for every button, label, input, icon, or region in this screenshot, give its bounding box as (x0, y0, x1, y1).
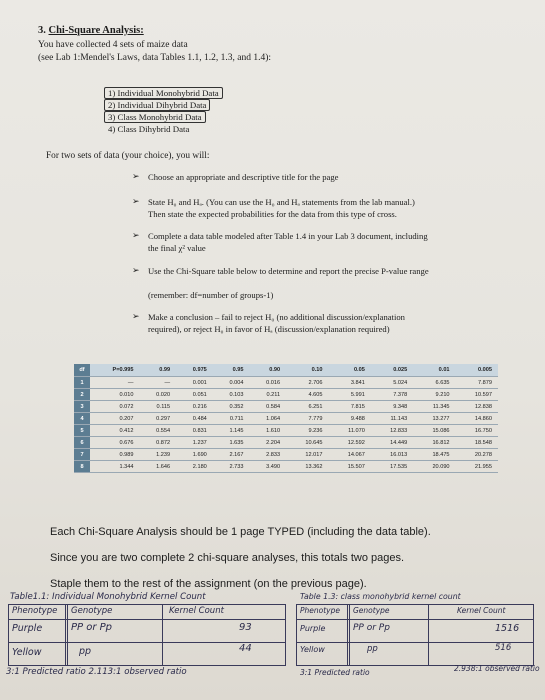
handwritten-right-table (296, 604, 534, 666)
right-yellow-count: 516 (495, 643, 512, 653)
table-cell: 14.067 (328, 449, 370, 461)
table-cell: 7.779 (286, 413, 328, 425)
table-cell: 0.072 (90, 401, 139, 413)
arrow-bullet-icon: ➢ (132, 171, 140, 181)
table-cell: 0.484 (176, 413, 213, 425)
table-cell: 0.975 (176, 364, 213, 377)
bullet-3-line-1: Complete a data table modeled after Table 1.4 in your Lab 3 document, including (148, 231, 428, 241)
table-cell: 0.676 (90, 437, 139, 449)
table-cell: 0.297 (139, 413, 176, 425)
table-cell: 16.750 (456, 425, 498, 437)
table-cell: 1.145 (213, 425, 250, 437)
handwritten-left-table (8, 604, 286, 666)
table-cell: 0.207 (90, 413, 139, 425)
table-cell: 15.086 (413, 425, 455, 437)
right-purple-count: 1516 (495, 623, 520, 634)
table-cell: 0.025 (371, 364, 413, 377)
left-purple-genotype: PP or Pp (71, 622, 113, 633)
table-header-row (74, 364, 498, 377)
df-cell: 1 (74, 377, 90, 389)
right-purple-genotype: PP or Pp (353, 623, 390, 633)
table-cell: 11.070 (328, 425, 370, 437)
table-row (74, 389, 498, 401)
table-cell: — (90, 377, 139, 389)
table-cell: 9.210 (413, 389, 455, 401)
chi-square-table (74, 364, 498, 473)
table-row (74, 461, 498, 473)
bullet-6-line-1: Make a conclusion – fail to reject H₀ (no additional discussion/explanation (148, 312, 405, 322)
table-row (74, 401, 498, 413)
option-2 (104, 100, 210, 110)
table-cell: 0.103 (213, 389, 250, 401)
bullet-4: Use the Chi-Square table below to determine and report the precise P-value range (148, 266, 429, 276)
df-cell: 5 (74, 425, 90, 437)
handwritten-right-observed: 2.938:1 observed ratio (454, 664, 540, 673)
left-purple-count: 93 (239, 622, 252, 633)
table-cell: 5.024 (371, 377, 413, 389)
left-purple-phenotype: Purple (12, 623, 43, 634)
table-cell: 0.016 (249, 377, 286, 389)
bullet-5: (remember: df=number of groups-1) (148, 290, 274, 300)
table-cell: 10.597 (456, 389, 498, 401)
bullet-2-line-1: State H₀ and Hₐ. (You can use the H₀ and Hₐ statements from the lab manual.) (148, 197, 415, 207)
table-cell: 0.010 (90, 389, 139, 401)
table-cell: 0.872 (139, 437, 176, 449)
right-header-genotype: Genotype (353, 606, 390, 615)
table-cell: 0.99 (139, 364, 176, 377)
bullet-1: Choose an appropriate and descriptive title for the page (148, 172, 339, 182)
table-cell: 0.554 (139, 425, 176, 437)
table-cell: 0.352 (213, 401, 250, 413)
table-cell: 1.690 (176, 449, 213, 461)
table-cell: 14.449 (371, 437, 413, 449)
df-cell: 2 (74, 389, 90, 401)
table-cell: 0.216 (176, 401, 213, 413)
table-cell: 9.236 (286, 425, 328, 437)
table-cell: 11.143 (371, 413, 413, 425)
table-cell: 0.831 (176, 425, 213, 437)
table-cell: 9.348 (371, 401, 413, 413)
arrow-bullet-icon: ➢ (132, 265, 140, 275)
table-cell: 13.277 (413, 413, 455, 425)
table-cell: 0.004 (213, 377, 250, 389)
table-row (74, 377, 498, 389)
table-cell: 6.251 (286, 401, 328, 413)
table-cell: 3.841 (328, 377, 370, 389)
table-cell: 0.90 (249, 364, 286, 377)
bullet-2-line-2: Then state the expected probabilities for the data from this type of cross. (148, 209, 397, 219)
handwritten-right-title: Table 1.3: class monohybrid kernel count (300, 592, 461, 601)
option-label: 4) Class Dihybrid Data (108, 124, 190, 134)
table-cell: 20.090 (413, 461, 455, 473)
arrow-bullet-icon: ➢ (132, 230, 140, 240)
option-label: 3) Class Monohybrid Data (104, 111, 206, 123)
table-cell: 14.860 (456, 413, 498, 425)
table-cell: 0.412 (90, 425, 139, 437)
table-cell: 2.833 (249, 449, 286, 461)
table-cell: 2.180 (176, 461, 213, 473)
table-row (74, 425, 498, 437)
table-cell: 17.535 (371, 461, 413, 473)
left-yellow-count: 44 (239, 643, 252, 654)
section-heading (38, 25, 144, 36)
df-cell: 8 (74, 461, 90, 473)
section-number: 3. (38, 25, 46, 36)
for-two-line: For two sets of data (your choice), you will: (46, 151, 210, 161)
df-cell: 7 (74, 449, 90, 461)
option-1 (104, 88, 223, 98)
table-cell: 0.020 (139, 389, 176, 401)
left-yellow-genotype: pp (79, 646, 92, 657)
table-cell: 7.879 (456, 377, 498, 389)
table-cell: 0.711 (213, 413, 250, 425)
table-cell: 18.548 (456, 437, 498, 449)
option-3 (104, 112, 206, 122)
bullet-6-line-2: required), or reject H₀ in favor of Hₐ (discussion/explanation required) (148, 324, 390, 334)
arrow-bullet-icon: ➢ (132, 311, 140, 321)
table-cell: 12.017 (286, 449, 328, 461)
instruction-paragraph-3: Staple them to the rest of the assignment (on the previous page). (50, 578, 367, 590)
df-cell: 6 (74, 437, 90, 449)
table-cell: 1.646 (139, 461, 176, 473)
option-label: 2) Individual Dihybrid Data (104, 99, 210, 111)
table-cell: 2.204 (249, 437, 286, 449)
table-cell: 16.013 (371, 449, 413, 461)
left-header-phenotype: Phenotype (12, 606, 58, 616)
table-cell: 0.005 (456, 364, 498, 377)
table-cell: 13.362 (286, 461, 328, 473)
instruction-paragraph-1: Each Chi-Square Analysis should be 1 page TYPED (including the data table). (50, 526, 431, 538)
left-header-genotype: Genotype (71, 606, 113, 616)
table-cell: 12.592 (328, 437, 370, 449)
table-cell: 0.10 (286, 364, 328, 377)
right-header-kernel-count: Kernel Count (457, 606, 506, 615)
df-cell: 3 (74, 401, 90, 413)
table-row (74, 449, 498, 461)
table-cell: 0.211 (249, 389, 286, 401)
right-yellow-genotype: pp (367, 644, 378, 654)
table-cell: 5.991 (328, 389, 370, 401)
table-row (74, 437, 498, 449)
table-cell: 2.733 (213, 461, 250, 473)
right-header-phenotype: Phenotype (300, 606, 340, 615)
table-cell: 0.989 (90, 449, 139, 461)
table-cell: 1.239 (139, 449, 176, 461)
table-cell: 1.635 (213, 437, 250, 449)
table-cell: 21.955 (456, 461, 498, 473)
df-cell: 4 (74, 413, 90, 425)
arrow-bullet-icon: ➢ (132, 196, 140, 206)
left-header-kernel-count: Kernel Count (169, 606, 224, 616)
table-cell: 1.237 (176, 437, 213, 449)
table-cell: 12.838 (456, 401, 498, 413)
table-cell: 16.812 (413, 437, 455, 449)
table-cell: 2.706 (286, 377, 328, 389)
option-4 (108, 124, 189, 134)
table-cell: 12.833 (371, 425, 413, 437)
table-cell: 20.278 (456, 449, 498, 461)
table-cell: 0.001 (176, 377, 213, 389)
handwritten-left-title: Table1.1: Individual Monohybrid Kernel Count (10, 592, 206, 602)
table-cell: 18.475 (413, 449, 455, 461)
table-cell: 1.064 (249, 413, 286, 425)
table-cell: 2.167 (213, 449, 250, 461)
table-row (74, 413, 498, 425)
handwritten-right-ratio: 3:1 Predicted ratio (300, 668, 370, 677)
table-cell: 9.488 (328, 413, 370, 425)
table-cell: 6.635 (413, 377, 455, 389)
bullet-3-line-2: the final χ² value (148, 243, 206, 253)
table-cell: 0.584 (249, 401, 286, 413)
intro-line-2: (see Lab 1:Mendel's Laws, data Tables 1.1, 1.2, 1.3, and 1.4): (38, 53, 272, 63)
table-cell: 0.115 (139, 401, 176, 413)
table-cell: 4.605 (286, 389, 328, 401)
table-cell: 10.645 (286, 437, 328, 449)
instruction-paragraph-2: Since you are two complete 2 chi-square analyses, this totals two pages. (50, 552, 405, 564)
section-title: Chi-Square Analysis: (48, 25, 144, 36)
right-purple-phenotype: Purple (300, 624, 326, 633)
table-cell: 11.345 (413, 401, 455, 413)
table-cell: 0.051 (176, 389, 213, 401)
table-cell: 7.815 (328, 401, 370, 413)
handwritten-left-ratio: 3:1 Predicted ratio 2.113:1 observed ratio (6, 667, 187, 677)
table-cell: 3.490 (249, 461, 286, 473)
table-cell: 0.95 (213, 364, 250, 377)
table-cell: 1.610 (249, 425, 286, 437)
right-yellow-phenotype: Yellow (300, 645, 325, 654)
table-cell: 0.01 (413, 364, 455, 377)
left-yellow-phenotype: Yellow (12, 647, 42, 658)
table-cell: P=0.995 (90, 364, 139, 377)
table-cell: — (139, 377, 176, 389)
table-cell: 1.344 (90, 461, 139, 473)
table-cell: 0.05 (328, 364, 370, 377)
table-cell: 7.378 (371, 389, 413, 401)
option-label: 1) Individual Monohybrid Data (104, 87, 223, 99)
df-cell: df (74, 364, 90, 377)
table-cell: 15.507 (328, 461, 370, 473)
intro-line-1: You have collected 4 sets of maize data (38, 40, 188, 50)
